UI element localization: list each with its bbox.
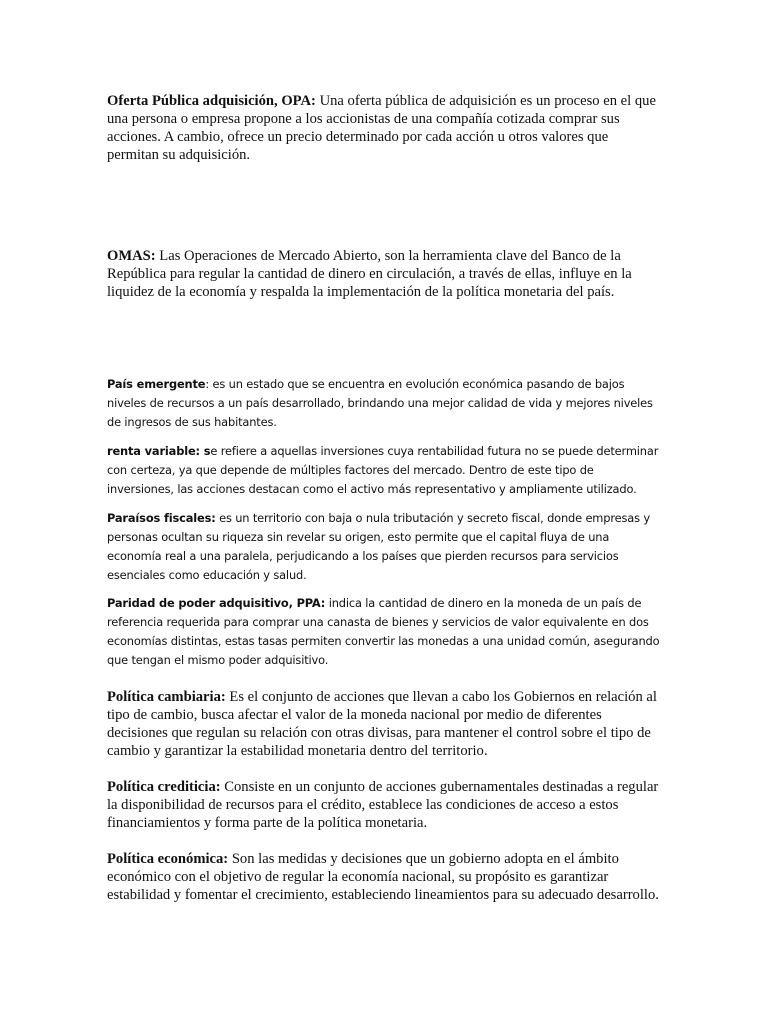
- glossary-entry-pais-emergente: [107, 375, 663, 432]
- entry-term: Paraísos fiscales:: [107, 511, 216, 525]
- entry-definition: : es un estado que se encuentra en evolución económica pasando de bajos niveles de recursos a un país desarrollado, brindando una mejor calidad de vida y mejores niveles de ingresos de sus habitantes.: [107, 377, 653, 429]
- glossary-entry-ppa: [107, 594, 663, 670]
- entry-definition: indica la cantidad de dinero en la moneda de un país de referencia requerida para comprar una canasta de bienes y servicios de valor equivalente en dos economías distintas, estas tasas permiten convertir las monedas a una unidad común, asegurando que tengan el mismo poder adquisitivo.: [107, 596, 660, 667]
- entry-term: renta variable: s: [107, 444, 211, 458]
- glossary-entry-omas: [107, 247, 663, 301]
- glossary-entry-politica-cambiaria: [107, 688, 663, 760]
- entry-term: Paridad de poder adquisitivo, PPA:: [107, 596, 326, 610]
- entry-definition: Es el conjunto de acciones que llevan a cabo los Gobiernos en relación al tipo de cambio, busca afectar el valor de la moneda nacional por medio de diferentes decisiones que regulan su relación con otras divisas, para mantener el control sobre el tipo de cambio y garantizar la estabilidad monetaria dentro del territorio.: [107, 689, 657, 759]
- entry-term: Política crediticia:: [107, 779, 221, 795]
- entry-term: Política cambiaria:: [107, 689, 226, 705]
- entry-definition: Consiste en un conjunto de acciones gubernamentales destinadas a regular la disponibilidad de recursos para el crédito, establece las condiciones de acceso a estos financiamientos y forma parte de la política monetaria.: [107, 779, 659, 831]
- entry-definition: Una oferta pública de adquisición es un proceso en el que una persona o empresa propone a los accionistas de una compañía cotizada comprar sus acciones. A cambio, ofrece un precio determinado por cada acción u otros valores que permitan su adquisición.: [107, 93, 656, 163]
- entry-term: País emergente: [107, 377, 206, 391]
- glossary-entry-opa: [107, 92, 663, 164]
- entry-term: Oferta Pública adquisición, OPA:: [107, 93, 316, 109]
- entry-definition: e refiere a aquellas inversiones cuya rentabilidad futura no se puede determinar con certeza, ya que depende de múltiples factores del mercado. Dentro de este tipo de inversiones, las acciones destacan como el activo más representativo y ampliamente utilizado.: [107, 444, 659, 496]
- glossary-entry-politica-economica: [107, 850, 663, 904]
- glossary-entry-paraisos-fiscales: [107, 509, 663, 585]
- glossary-entry-renta-variable: [107, 442, 663, 499]
- entry-definition: es un territorio con baja o nula tributación y secreto fiscal, donde empresas y personas ocultan su riqueza sin revelar su origen, esto permite que el capital fluya de una economía real a una paralela, perjudicando a los países que pierden recursos para servicios esenciales como educación y salud.: [107, 511, 650, 582]
- entry-term: OMAS:: [107, 248, 156, 264]
- glossary-entry-politica-crediticia: [107, 778, 663, 832]
- entry-term: Política económica:: [107, 851, 229, 867]
- entry-definition: Las Operaciones de Mercado Abierto, son la herramienta clave del Banco de la República para regular la cantidad de dinero en circulación, a través de ellas, influye en la liquidez de la economía y respalda la implementación de la política monetaria del país.: [107, 248, 632, 300]
- entry-definition: Son las medidas y decisiones que un gobierno adopta en el ámbito económico con el objetivo de regular la economía nacional, su propósito es garantizar estabilidad y fomentar el crecimiento, estableciendo lineamientos para su adecuado desarrollo.: [107, 851, 659, 903]
